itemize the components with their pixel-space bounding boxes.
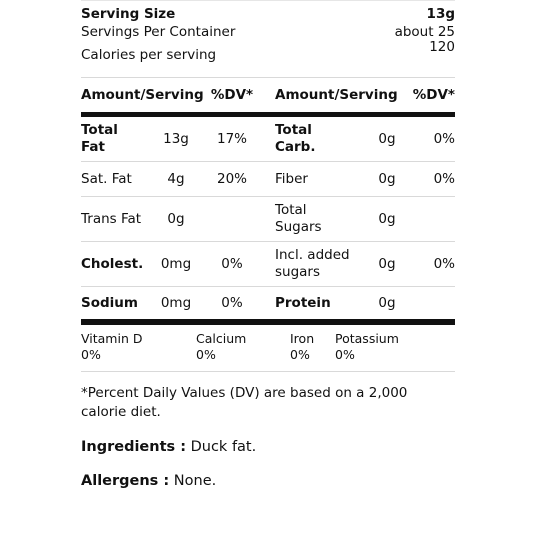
vitamin-name: Vitamin D (81, 331, 143, 346)
ingredients-line (81, 439, 455, 455)
nutrient-amount: 0g (167, 210, 185, 227)
table-row (81, 117, 455, 161)
header-dv-left: %DV* (210, 86, 254, 103)
calories-value: 120 (429, 39, 455, 55)
nutrient-amount: 0g (378, 170, 396, 187)
nutrient-label: Fiber (275, 170, 308, 187)
nutrient-label: Total Fat (81, 122, 118, 155)
header-amount-left: Amount/Serving (81, 86, 204, 103)
vitamin-value: 0% (196, 347, 216, 362)
serving-info (81, 1, 455, 63)
nutrient-label: Sat. Fat (81, 170, 132, 187)
vitamin-item (81, 331, 142, 363)
header-dv-right: %DV* (412, 86, 455, 103)
nutrient-amount: 4g (167, 170, 185, 187)
vitamin-name: Potassium (335, 331, 399, 346)
ingredients-label: Ingredients : (81, 439, 186, 455)
nutrient-amount: 0g (378, 210, 396, 227)
vitamins-divider (81, 371, 455, 372)
nutrient-amount: 0g (378, 255, 396, 272)
table-row (81, 242, 455, 286)
vitamin-item (290, 331, 314, 363)
vitamin-value: 0% (335, 347, 355, 362)
vitamins-minerals (81, 325, 455, 371)
vitamin-name: Iron (290, 331, 315, 346)
nutrient-amount: 0g (378, 294, 396, 311)
nutrient-amount: 0g (378, 130, 396, 147)
daily-value-footnote: *Percent Daily Values (DV) are based on a 2,000 calorie diet. (81, 385, 408, 420)
nutrition-facts-panel (81, 0, 455, 489)
vitamin-item (335, 331, 399, 363)
serving-size-value: 13g (426, 6, 455, 22)
nutrient-dv (419, 287, 455, 319)
nutrient-amount: 13g (163, 130, 189, 147)
calories-label: Calories per serving (81, 47, 217, 63)
servings-per-container-label: Servings Per Container (81, 24, 236, 40)
nutrient-label: Cholest. (81, 255, 144, 272)
nutrient-label: Trans Fat (81, 210, 142, 227)
nutrient-dv: 0% (433, 130, 455, 147)
nutrient-label: Protein (275, 294, 331, 311)
nutrient-label: Total Sugars (275, 202, 322, 235)
allergens-value: None. (173, 473, 217, 489)
nutrient-dv: 0% (433, 255, 455, 272)
nutrient-dv: 20% (216, 170, 247, 187)
nutrient-dv: 17% (216, 130, 247, 147)
vitamin-name: Calcium (196, 331, 247, 346)
vitamin-value: 0% (81, 347, 101, 362)
table-row (81, 197, 455, 241)
table-row (81, 287, 455, 319)
nutrient-amount: 0mg (160, 255, 192, 272)
serving-size-label: Serving Size (81, 6, 176, 22)
nutrient-dv: 0% (221, 255, 243, 272)
nutrient-table (81, 77, 455, 325)
nutrient-label: Sodium (81, 294, 138, 311)
allergens-line (81, 473, 455, 489)
ingredients-value: Duck fat. (190, 439, 257, 455)
nutrient-label: Total Carb. (275, 122, 316, 155)
nutrient-label: Incl. added sugars (275, 247, 350, 280)
nutrient-amount: 0mg (160, 294, 192, 311)
table-row (81, 162, 455, 196)
vitamin-value: 0% (290, 347, 310, 362)
nutrient-dv (419, 197, 455, 241)
allergens-label: Allergens : (81, 473, 170, 489)
header-amount-right: Amount/Serving (275, 86, 398, 103)
vitamin-item (196, 331, 246, 363)
nutrient-dv (211, 197, 253, 241)
nutrient-dv: 0% (221, 294, 243, 311)
servings-per-container-value: about 25 (394, 24, 455, 40)
nutrient-dv: 0% (433, 170, 455, 187)
table-header-row (81, 78, 455, 112)
